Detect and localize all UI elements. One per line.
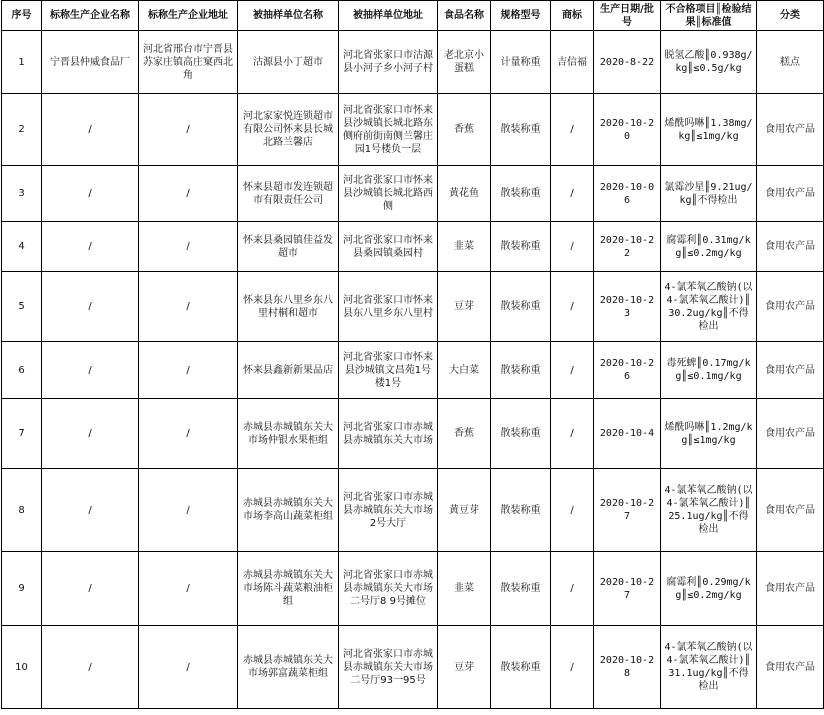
sampled-unit-address-cell: 河北省张家口市赤城县赤城镇东关大市场二号厅8 9号摊位 bbox=[339, 552, 438, 626]
producer-address-cell: / bbox=[139, 166, 238, 222]
failed-item-cell: 4-氯苯氧乙酸钠(以4-氯苯氧乙酸计)║25.1ug/kg║不得检出 bbox=[661, 469, 757, 552]
trademark-cell: / bbox=[551, 272, 594, 342]
production-date-cell: 2020-10-26 bbox=[594, 342, 661, 399]
header-failed-item: 不合格项目║检验结果║标准值 bbox=[661, 1, 757, 31]
row-index-cell: 6 bbox=[2, 342, 42, 399]
row-index-cell: 4 bbox=[2, 222, 42, 272]
spec-cell: 散装称重 bbox=[491, 342, 551, 399]
producer-address-cell: / bbox=[139, 272, 238, 342]
table-body bbox=[2, 31, 824, 709]
spec-cell: 散装称重 bbox=[491, 399, 551, 469]
failed-item-cell: 氯霉沙星║9.21ug/kg║不得检出 bbox=[661, 166, 757, 222]
sampled-unit-name-cell: 赤城县赤城镇东关大市场陈斗蔬菜粮油柜组 bbox=[238, 552, 339, 626]
failed-item-cell: 烯酰吗啉║1.2mg/kg║≤1mg/kg bbox=[661, 399, 757, 469]
producer-name-cell: / bbox=[42, 399, 139, 469]
food-name-cell: 香蕉 bbox=[438, 399, 491, 469]
table-row bbox=[2, 222, 824, 272]
sampled-unit-address-cell: 河北省张家口市赤城县赤城镇东关大市场二号厅93一95号 bbox=[339, 626, 438, 709]
producer-address-cell: / bbox=[139, 626, 238, 709]
table-row bbox=[2, 552, 824, 626]
row-index-cell: 3 bbox=[2, 166, 42, 222]
sampled-unit-name-cell: 怀来县超市发连锁超市有限责任公司 bbox=[238, 166, 339, 222]
header-producer-name: 标称生产企业名称 bbox=[42, 1, 139, 31]
table-row bbox=[2, 399, 824, 469]
spec-cell: 散装称重 bbox=[491, 469, 551, 552]
row-index-cell: 8 bbox=[2, 469, 42, 552]
table-row bbox=[2, 94, 824, 166]
failed-item-cell: 腐霉利║0.29mg/kg║≤0.2mg/kg bbox=[661, 552, 757, 626]
trademark-cell: / bbox=[551, 222, 594, 272]
producer-name-cell: / bbox=[42, 166, 139, 222]
header-spec: 规格型号 bbox=[491, 1, 551, 31]
row-index-cell: 10 bbox=[2, 626, 42, 709]
producer-name-cell: / bbox=[42, 342, 139, 399]
production-date-cell: 2020-8-22 bbox=[594, 31, 661, 94]
food-name-cell: 大白菜 bbox=[438, 342, 491, 399]
producer-address-cell: / bbox=[139, 94, 238, 166]
production-date-cell: 2020-10-22 bbox=[594, 222, 661, 272]
header-production-date: 生产日期/批号 bbox=[594, 1, 661, 31]
food-name-cell: 韭菜 bbox=[438, 552, 491, 626]
header-food-name: 食品名称 bbox=[438, 1, 491, 31]
production-date-cell: 2020-10-27 bbox=[594, 469, 661, 552]
trademark-cell: / bbox=[551, 552, 594, 626]
sampled-unit-name-cell: 沽源县小丁超市 bbox=[238, 31, 339, 94]
sampled-unit-name-cell: 赤城县赤城镇东关大市场仲银水果柜组 bbox=[238, 399, 339, 469]
producer-address-cell: / bbox=[139, 552, 238, 626]
table-row bbox=[2, 342, 824, 399]
producer-address-cell: / bbox=[139, 469, 238, 552]
food-name-cell: 老北京小蛋糕 bbox=[438, 31, 491, 94]
producer-name-cell: / bbox=[42, 222, 139, 272]
producer-name-cell: 宁晋县仲威食品厂 bbox=[42, 31, 139, 94]
production-date-cell: 2020-10-28 bbox=[594, 626, 661, 709]
trademark-cell: / bbox=[551, 399, 594, 469]
failed-item-cell: 脱氢乙酸║0.938g/kg║≤0.5g/kg bbox=[661, 31, 757, 94]
production-date-cell: 2020-10-4 bbox=[594, 399, 661, 469]
food-name-cell: 豆芽 bbox=[438, 272, 491, 342]
table-row bbox=[2, 31, 824, 94]
spec-cell: 散装称重 bbox=[491, 94, 551, 166]
producer-name-cell: / bbox=[42, 552, 139, 626]
trademark-cell: / bbox=[551, 626, 594, 709]
row-index-cell: 2 bbox=[2, 94, 42, 166]
inspection-table bbox=[1, 0, 824, 709]
row-index-cell: 9 bbox=[2, 552, 42, 626]
sampled-unit-name-cell: 怀来县东八里乡东八里村桐和超市 bbox=[238, 272, 339, 342]
header-sampled-unit-address: 被抽样单位地址 bbox=[339, 1, 438, 31]
header-sampled-unit-name: 被抽样单位名称 bbox=[238, 1, 339, 31]
row-index-cell: 5 bbox=[2, 272, 42, 342]
failed-item-cell: 烯酰吗啉║1.38mg/kg║≤1mg/kg bbox=[661, 94, 757, 166]
trademark-cell: / bbox=[551, 342, 594, 399]
sampled-unit-address-cell: 河北省张家口市怀来县沙城镇文昌苑1号楼1号 bbox=[339, 342, 438, 399]
spec-cell: 散装称重 bbox=[491, 222, 551, 272]
sampled-unit-address-cell: 河北省张家口市赤城县赤城镇东关大市场2号大厅 bbox=[339, 469, 438, 552]
category-cell: 糕点 bbox=[757, 31, 824, 94]
header-producer-address: 标称生产企业地址 bbox=[139, 1, 238, 31]
failed-item-cell: 4-氯苯氧乙酸钠(以4-氯苯氧乙酸计)║31.1ug/kg║不得检出 bbox=[661, 626, 757, 709]
trademark-cell: 吉信福 bbox=[551, 31, 594, 94]
spec-cell: 散装称重 bbox=[491, 166, 551, 222]
trademark-cell: / bbox=[551, 469, 594, 552]
trademark-cell: / bbox=[551, 94, 594, 166]
table-row bbox=[2, 166, 824, 222]
spec-cell: 散装称重 bbox=[491, 552, 551, 626]
sampled-unit-name-cell: 赤城县赤城镇东关大市场李高山蔬菜柜组 bbox=[238, 469, 339, 552]
trademark-cell: / bbox=[551, 166, 594, 222]
category-cell: 食用农产品 bbox=[757, 166, 824, 222]
food-name-cell: 香蕉 bbox=[438, 94, 491, 166]
production-date-cell: 2020-10-06 bbox=[594, 166, 661, 222]
food-name-cell: 黄豆芽 bbox=[438, 469, 491, 552]
sampled-unit-name-cell: 河北家家悦连锁超市有限公司怀来县长城北路兰馨店 bbox=[238, 94, 339, 166]
category-cell: 食用农产品 bbox=[757, 552, 824, 626]
sampled-unit-address-cell: 河北省张家口市怀来县桑园镇桑园村 bbox=[339, 222, 438, 272]
failed-item-cell: 4-氯苯氧乙酸钠(以4-氯苯氧乙酸计)║30.2ug/kg║不得检出 bbox=[661, 272, 757, 342]
producer-name-cell: / bbox=[42, 469, 139, 552]
header-index: 序号 bbox=[2, 1, 42, 31]
row-index-cell: 1 bbox=[2, 31, 42, 94]
food-name-cell: 豆芽 bbox=[438, 626, 491, 709]
category-cell: 食用农产品 bbox=[757, 222, 824, 272]
spec-cell: 计量称重 bbox=[491, 31, 551, 94]
production-date-cell: 2020-10-27 bbox=[594, 552, 661, 626]
table-row bbox=[2, 626, 824, 709]
producer-address-cell: / bbox=[139, 399, 238, 469]
table-row bbox=[2, 469, 824, 552]
producer-address-cell: / bbox=[139, 222, 238, 272]
failed-item-cell: 腐霉利║0.31mg/kg║≤0.2mg/kg bbox=[661, 222, 757, 272]
producer-name-cell: / bbox=[42, 94, 139, 166]
producer-name-cell: / bbox=[42, 626, 139, 709]
producer-address-cell: / bbox=[139, 342, 238, 399]
producer-name-cell: / bbox=[42, 272, 139, 342]
food-name-cell: 韭菜 bbox=[438, 222, 491, 272]
category-cell: 食用农产品 bbox=[757, 94, 824, 166]
row-index-cell: 7 bbox=[2, 399, 42, 469]
sampled-unit-address-cell: 河北省张家口市怀来县沙城镇长城北路西侧 bbox=[339, 166, 438, 222]
sampled-unit-address-cell: 河北省张家口市赤城县赤城镇东关大市场 bbox=[339, 399, 438, 469]
table-row bbox=[2, 272, 824, 342]
header-row bbox=[2, 1, 824, 31]
sampled-unit-name-cell: 怀来县桑园镇佳益发超市 bbox=[238, 222, 339, 272]
header-trademark: 商标 bbox=[551, 1, 594, 31]
category-cell: 食用农产品 bbox=[757, 272, 824, 342]
category-cell: 食用农产品 bbox=[757, 469, 824, 552]
sampled-unit-address-cell: 河北省张家口市怀来县沙城镇长城北路东侧府前街南侧兰馨庄园1号楼负一层 bbox=[339, 94, 438, 166]
sampled-unit-address-cell: 河北省张家口市沽源县小河子乡小河子村 bbox=[339, 31, 438, 94]
sampled-unit-name-cell: 赤城县赤城镇东关大市场郭富蔬菜柜组 bbox=[238, 626, 339, 709]
sampled-unit-address-cell: 河北省张家口市怀来县东八里乡东八里村 bbox=[339, 272, 438, 342]
category-cell: 食用农产品 bbox=[757, 342, 824, 399]
failed-item-cell: 毒死蜱║0.17mg/kg║≤0.1mg/kg bbox=[661, 342, 757, 399]
food-name-cell: 黄花鱼 bbox=[438, 166, 491, 222]
spec-cell: 散装称重 bbox=[491, 272, 551, 342]
sampled-unit-name-cell: 怀来县鑫新新果品店 bbox=[238, 342, 339, 399]
production-date-cell: 2020-10-20 bbox=[594, 94, 661, 166]
category-cell: 食用农产品 bbox=[757, 626, 824, 709]
producer-address-cell: 河北省邢台市宁晋县苏家庄镇高庄窠西北角 bbox=[139, 31, 238, 94]
category-cell: 食用农产品 bbox=[757, 399, 824, 469]
spec-cell: 散装称重 bbox=[491, 626, 551, 709]
production-date-cell: 2020-10-23 bbox=[594, 272, 661, 342]
header-category: 分类 bbox=[757, 1, 824, 31]
